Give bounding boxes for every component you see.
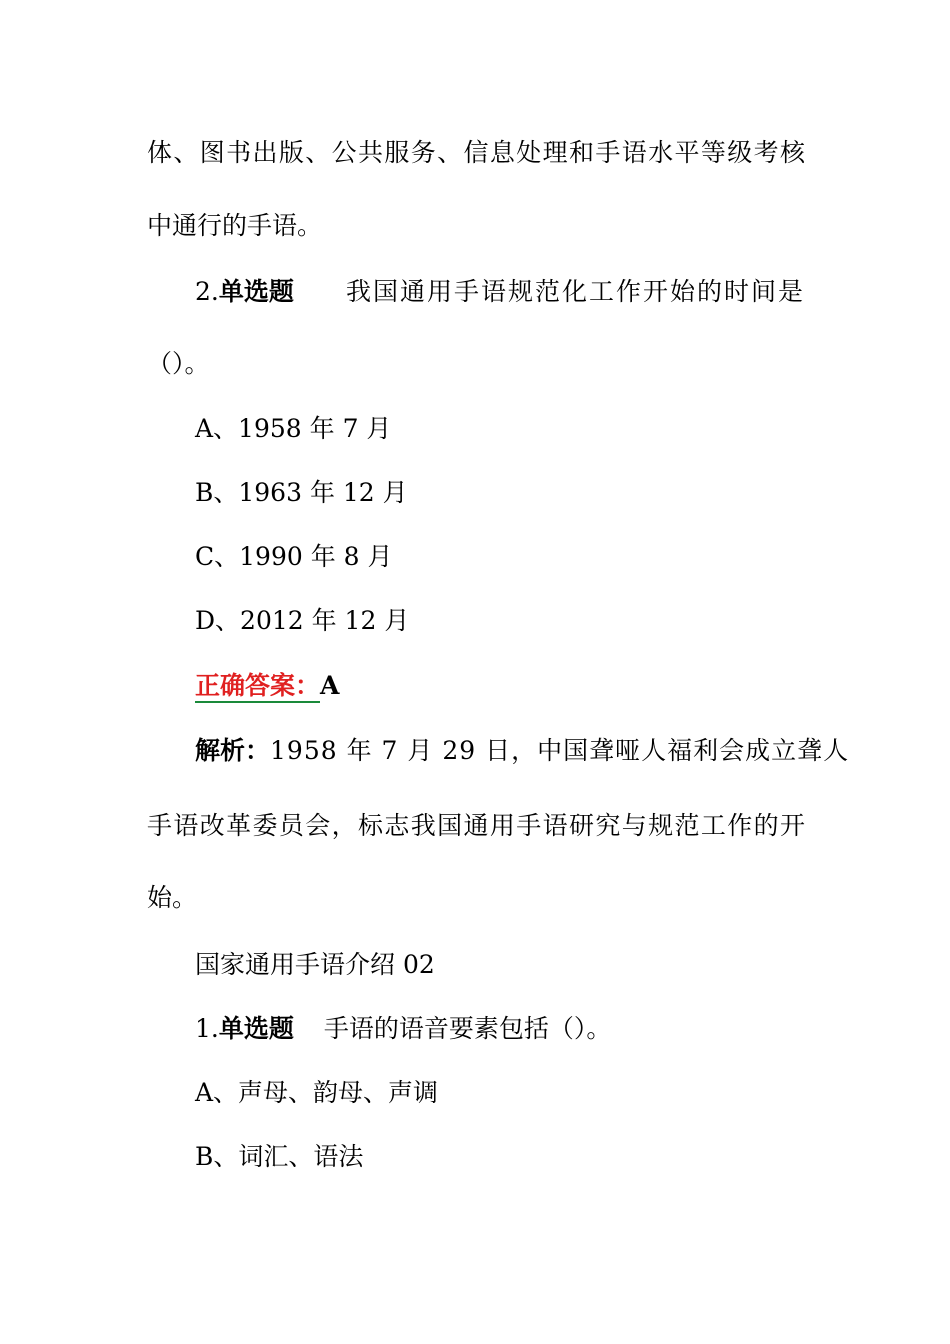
question-1-option-a: A、声母、韵母、声调 bbox=[195, 1078, 439, 1107]
question-2-option-b: B、1963 年 12 月 bbox=[195, 478, 408, 507]
question-2-type: 单选题 bbox=[218, 277, 294, 306]
text-line-1: 体、图书出版、公共服务、信息处理和手语水平等级考核 bbox=[147, 138, 805, 167]
question-1-text: 手语的语音要素包括（）。 bbox=[323, 1014, 612, 1043]
question-2-option-c: C、1990 年 8 月 bbox=[195, 542, 393, 571]
question-2-option-d: D、2012 年 12 月 bbox=[195, 606, 410, 635]
answer-underline bbox=[195, 671, 320, 703]
analysis-label: 解析： bbox=[195, 736, 271, 765]
question-1-type: 单选题 bbox=[218, 1014, 294, 1043]
section-title: 国家通用手语介绍 02 bbox=[195, 950, 435, 979]
answer-value: A bbox=[320, 671, 340, 700]
text-line-2: 中通行的手语。 bbox=[147, 211, 323, 240]
answer-line bbox=[195, 671, 339, 701]
analysis-line-1 bbox=[195, 736, 850, 766]
analysis-text-1: 1958 年 7 月 29 日，中国聋哑人福利会成立聋人 bbox=[270, 736, 850, 765]
question-2-option-a: A、1958 年 7 月 bbox=[195, 414, 392, 443]
question-2-text: 我国通用手语规范化工作开始的时间是 bbox=[345, 277, 805, 306]
question-2-paren: （）。 bbox=[147, 349, 210, 378]
question-2-heading bbox=[195, 277, 294, 307]
analysis-line-2: 手语改革委员会，标志我国通用手语研究与规范工作的开 bbox=[147, 811, 805, 840]
question-2-number: 2. bbox=[195, 277, 219, 306]
question-1-option-b: B、词汇、语法 bbox=[195, 1142, 364, 1171]
question-2-stem bbox=[195, 277, 805, 307]
analysis-line-3: 始。 bbox=[147, 883, 198, 912]
question-1-stem bbox=[195, 1014, 611, 1044]
answer-label: 正确答案： bbox=[195, 671, 321, 700]
question-1-number: 1. bbox=[195, 1014, 219, 1043]
